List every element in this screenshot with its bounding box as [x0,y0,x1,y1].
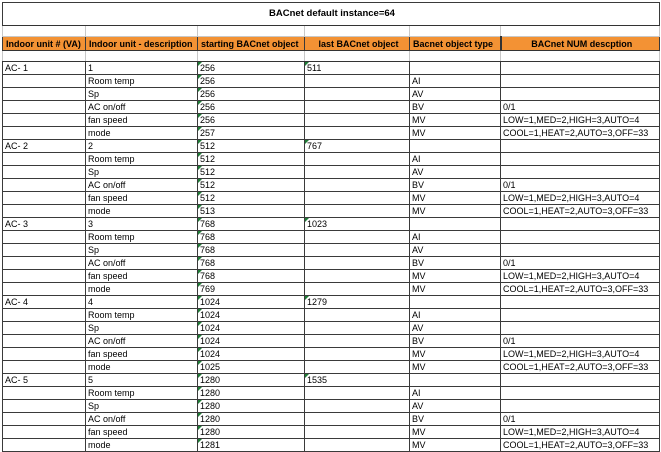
num-description-cell[interactable] [501,166,660,179]
start-object-cell[interactable]: 769 [198,283,305,296]
empty-cell[interactable] [86,51,198,62]
table-row [3,101,660,114]
last-object-cell[interactable] [305,153,410,166]
table-row [3,374,660,387]
description-cell[interactable]: mode [86,127,198,140]
object-type-cell[interactable]: AV [410,166,501,179]
object-type-cell[interactable]: MV [410,361,501,374]
num-description-cell[interactable] [501,62,660,75]
object-type-cell[interactable]: AV [410,88,501,101]
start-object-cell[interactable]: 1024 [198,309,305,322]
sheet-title[interactable]: BACnet default instance=64 [3,3,660,26]
header-last-object[interactable]: last BACnet object [305,37,410,51]
unit-cell[interactable] [3,348,86,361]
last-object-cell[interactable]: 767 [305,140,410,153]
object-type-cell[interactable]: MV [410,192,501,205]
empty-cell[interactable] [305,51,410,62]
object-type-cell[interactable]: BV [410,257,501,270]
header-description[interactable]: Indoor unit - description [86,37,198,51]
description-cell[interactable]: fan speed [86,270,198,283]
object-type-cell[interactable]: BV [410,413,501,426]
table-row [3,153,660,166]
num-description-cell[interactable] [501,153,660,166]
unit-cell[interactable]: AC- 2 [3,140,86,153]
last-object-cell[interactable] [305,400,410,413]
unit-cell[interactable] [3,101,86,114]
object-type-cell[interactable]: AI [410,387,501,400]
last-object-cell[interactable] [305,309,410,322]
object-type-cell[interactable] [410,296,501,309]
last-object-cell[interactable]: 1535 [305,374,410,387]
start-object-cell[interactable]: 768 [198,257,305,270]
start-object-cell[interactable]: 1024 [198,335,305,348]
object-type-cell[interactable]: MV [410,127,501,140]
start-object-cell[interactable]: 1024 [198,348,305,361]
start-object-cell[interactable]: 1281 [198,439,305,452]
num-description-cell[interactable]: LOW=1,MED=2,HIGH=3,AUTO=4 [501,426,660,439]
header-unit[interactable]: Indoor unit # (VA) [3,37,86,51]
start-object-cell[interactable]: 512 [198,166,305,179]
last-object-cell[interactable] [305,426,410,439]
description-cell[interactable]: mode [86,439,198,452]
num-description-cell[interactable] [501,387,660,400]
num-description-cell[interactable]: 0/1 [501,179,660,192]
last-object-cell[interactable] [305,270,410,283]
num-description-cell[interactable]: COOL=1,HEAT=2,AUTO=3,OFF=33 [501,127,660,140]
last-object-cell[interactable] [305,283,410,296]
unit-cell[interactable] [3,439,86,452]
object-type-cell[interactable]: AI [410,309,501,322]
unit-cell[interactable] [3,192,86,205]
column-header-row [3,37,660,51]
unit-cell[interactable] [3,387,86,400]
object-type-cell[interactable] [410,62,501,75]
start-object-cell[interactable]: 256 [198,114,305,127]
description-cell[interactable]: AC on/off [86,413,198,426]
description-cell[interactable]: AC on/off [86,179,198,192]
start-object-cell[interactable]: 1025 [198,361,305,374]
num-description-cell[interactable] [501,244,660,257]
num-description-cell[interactable] [501,296,660,309]
description-cell[interactable]: Sp [86,244,198,257]
num-description-cell[interactable]: LOW=1,MED=2,HIGH=3,AUTO=4 [501,114,660,127]
empty-cell[interactable] [501,51,660,62]
start-object-cell[interactable]: 256 [198,75,305,88]
unit-cell[interactable] [3,257,86,270]
num-description-cell[interactable] [501,309,660,322]
description-cell[interactable]: Sp [86,88,198,101]
table-row [3,205,660,218]
object-type-cell[interactable]: AV [410,244,501,257]
unit-cell[interactable] [3,270,86,283]
object-type-cell[interactable]: AI [410,153,501,166]
num-description-cell[interactable] [501,88,660,101]
description-cell[interactable]: 4 [86,296,198,309]
table-row [3,127,660,140]
unit-cell[interactable] [3,153,86,166]
start-object-cell[interactable]: 768 [198,231,305,244]
start-object-cell[interactable]: 513 [198,205,305,218]
unit-cell[interactable] [3,179,86,192]
num-description-cell[interactable]: COOL=1,HEAT=2,AUTO=3,OFF=33 [501,283,660,296]
header-start-object[interactable]: starting BACnet object [198,37,305,51]
spacer-row [3,26,660,37]
description-cell[interactable]: Room temp [86,309,198,322]
start-object-cell[interactable]: 1024 [198,296,305,309]
object-type-cell[interactable]: MV [410,348,501,361]
table-row [3,296,660,309]
unit-cell[interactable]: AC- 3 [3,218,86,231]
num-description-cell[interactable]: 0/1 [501,101,660,114]
table-row [3,62,660,75]
table-row [3,114,660,127]
description-cell[interactable]: AC on/off [86,101,198,114]
unit-cell[interactable] [3,114,86,127]
start-object-cell[interactable]: 768 [198,244,305,257]
last-object-cell[interactable]: 1279 [305,296,410,309]
table-row [3,270,660,283]
table-row [3,413,660,426]
description-cell[interactable]: fan speed [86,348,198,361]
start-object-cell[interactable]: 1280 [198,387,305,400]
last-object-cell[interactable] [305,335,410,348]
start-object-cell[interactable]: 1280 [198,426,305,439]
table-row [3,166,660,179]
object-type-cell[interactable]: BV [410,335,501,348]
table-row [3,179,660,192]
unit-cell[interactable] [3,361,86,374]
description-cell[interactable]: AC on/off [86,257,198,270]
unit-cell[interactable] [3,413,86,426]
table-row [3,400,660,413]
start-object-cell[interactable]: 1280 [198,400,305,413]
object-type-cell[interactable] [410,140,501,153]
description-cell[interactable]: fan speed [86,192,198,205]
start-object-cell[interactable]: 256 [198,88,305,101]
start-object-cell[interactable]: 512 [198,140,305,153]
description-cell[interactable]: 5 [86,374,198,387]
last-object-cell[interactable] [305,348,410,361]
last-object-cell[interactable] [305,244,410,257]
object-type-cell[interactable]: AV [410,400,501,413]
last-object-cell[interactable] [305,413,410,426]
object-type-cell[interactable]: AV [410,322,501,335]
description-cell[interactable]: AC on/off [86,335,198,348]
object-type-cell[interactable]: MV [410,283,501,296]
object-type-cell[interactable]: BV [410,179,501,192]
spacer-row [3,51,660,62]
last-object-cell[interactable] [305,114,410,127]
unit-cell[interactable] [3,127,86,140]
empty-cell[interactable] [3,26,86,37]
description-cell[interactable]: Room temp [86,75,198,88]
last-object-cell[interactable] [305,387,410,400]
table-row [3,426,660,439]
num-description-cell[interactable] [501,400,660,413]
description-cell[interactable]: Room temp [86,387,198,400]
last-object-cell[interactable] [305,127,410,140]
num-description-cell[interactable] [501,231,660,244]
description-cell[interactable]: Room temp [86,153,198,166]
header-object-type[interactable]: Bacnet object type [410,37,501,51]
empty-cell[interactable] [410,26,501,37]
num-description-cell[interactable]: 0/1 [501,413,660,426]
start-object-cell[interactable]: 256 [198,62,305,75]
num-description-cell[interactable]: 0/1 [501,335,660,348]
num-description-cell[interactable] [501,322,660,335]
start-object-cell[interactable]: 512 [198,179,305,192]
unit-cell[interactable] [3,283,86,296]
description-cell[interactable]: fan speed [86,114,198,127]
num-description-cell[interactable] [501,374,660,387]
description-cell[interactable]: Sp [86,322,198,335]
last-object-cell[interactable] [305,75,410,88]
start-object-cell[interactable]: 512 [198,192,305,205]
start-object-cell[interactable]: 1280 [198,374,305,387]
num-description-cell[interactable]: COOL=1,HEAT=2,AUTO=3,OFF=33 [501,361,660,374]
last-object-cell[interactable] [305,439,410,452]
start-object-cell[interactable]: 256 [198,101,305,114]
object-type-cell[interactable]: MV [410,270,501,283]
description-cell[interactable]: 2 [86,140,198,153]
description-cell[interactable]: Room temp [86,231,198,244]
unit-cell[interactable] [3,205,86,218]
last-object-cell[interactable] [305,166,410,179]
empty-cell[interactable] [410,51,501,62]
last-object-cell[interactable] [305,361,410,374]
description-cell[interactable]: fan speed [86,426,198,439]
table-row [3,348,660,361]
start-object-cell[interactable]: 1024 [198,322,305,335]
num-description-cell[interactable]: LOW=1,MED=2,HIGH=3,AUTO=4 [501,192,660,205]
object-type-cell[interactable]: AI [410,231,501,244]
table-body [3,3,660,452]
last-object-cell[interactable] [305,205,410,218]
num-description-cell[interactable] [501,140,660,153]
num-description-cell[interactable]: COOL=1,HEAT=2,AUTO=3,OFF=33 [501,205,660,218]
unit-cell[interactable] [3,244,86,257]
table-row [3,75,660,88]
title-row [3,3,660,26]
num-description-cell[interactable] [501,75,660,88]
empty-cell[interactable] [198,26,305,37]
description-cell[interactable]: mode [86,205,198,218]
start-object-cell[interactable]: 768 [198,218,305,231]
empty-cell[interactable] [501,26,660,37]
object-type-cell[interactable] [410,218,501,231]
bacnet-mapping-table [2,2,660,452]
unit-cell[interactable]: AC- 1 [3,62,86,75]
empty-cell[interactable] [3,51,86,62]
unit-cell[interactable] [3,309,86,322]
empty-cell[interactable] [305,26,410,37]
unit-cell[interactable] [3,426,86,439]
table-row [3,257,660,270]
table-row [3,322,660,335]
unit-cell[interactable] [3,166,86,179]
description-cell[interactable]: Sp [86,400,198,413]
empty-cell[interactable] [198,51,305,62]
table-row [3,387,660,400]
last-object-cell[interactable] [305,192,410,205]
last-object-cell[interactable]: 1023 [305,218,410,231]
description-cell[interactable]: mode [86,283,198,296]
table-row [3,218,660,231]
table-row [3,140,660,153]
unit-cell[interactable] [3,322,86,335]
empty-cell[interactable] [86,26,198,37]
table-row [3,335,660,348]
last-object-cell[interactable] [305,101,410,114]
num-description-cell[interactable] [501,218,660,231]
table-row [3,244,660,257]
description-cell[interactable]: 1 [86,62,198,75]
header-num-description[interactable]: BACnet NUM descption [501,37,660,51]
last-object-cell[interactable] [305,88,410,101]
description-cell[interactable]: 3 [86,218,198,231]
num-description-cell[interactable]: LOW=1,MED=2,HIGH=3,AUTO=4 [501,270,660,283]
description-cell[interactable]: mode [86,361,198,374]
unit-cell[interactable] [3,400,86,413]
table-row [3,192,660,205]
table-row [3,439,660,452]
unit-cell[interactable] [3,231,86,244]
object-type-cell[interactable]: MV [410,439,501,452]
num-description-cell[interactable]: COOL=1,HEAT=2,AUTO=3,OFF=33 [501,439,660,452]
object-type-cell[interactable]: MV [410,426,501,439]
unit-cell[interactable] [3,75,86,88]
last-object-cell[interactable] [305,179,410,192]
object-type-cell[interactable]: BV [410,101,501,114]
object-type-cell[interactable] [410,374,501,387]
start-object-cell[interactable]: 512 [198,153,305,166]
last-object-cell[interactable] [305,257,410,270]
table-row [3,231,660,244]
table-row [3,361,660,374]
description-cell[interactable]: Sp [86,166,198,179]
start-object-cell[interactable]: 1280 [198,413,305,426]
object-type-cell[interactable]: MV [410,205,501,218]
object-type-cell[interactable]: MV [410,114,501,127]
num-description-cell[interactable]: LOW=1,MED=2,HIGH=3,AUTO=4 [501,348,660,361]
unit-cell[interactable] [3,88,86,101]
last-object-cell[interactable] [305,322,410,335]
last-object-cell[interactable] [305,231,410,244]
unit-cell[interactable]: AC- 5 [3,374,86,387]
table-row [3,309,660,322]
object-type-cell[interactable]: AI [410,75,501,88]
table-row [3,283,660,296]
unit-cell[interactable] [3,335,86,348]
last-object-cell[interactable]: 511 [305,62,410,75]
unit-cell[interactable]: AC- 4 [3,296,86,309]
num-description-cell[interactable]: 0/1 [501,257,660,270]
start-object-cell[interactable]: 257 [198,127,305,140]
table-row [3,88,660,101]
start-object-cell[interactable]: 768 [198,270,305,283]
